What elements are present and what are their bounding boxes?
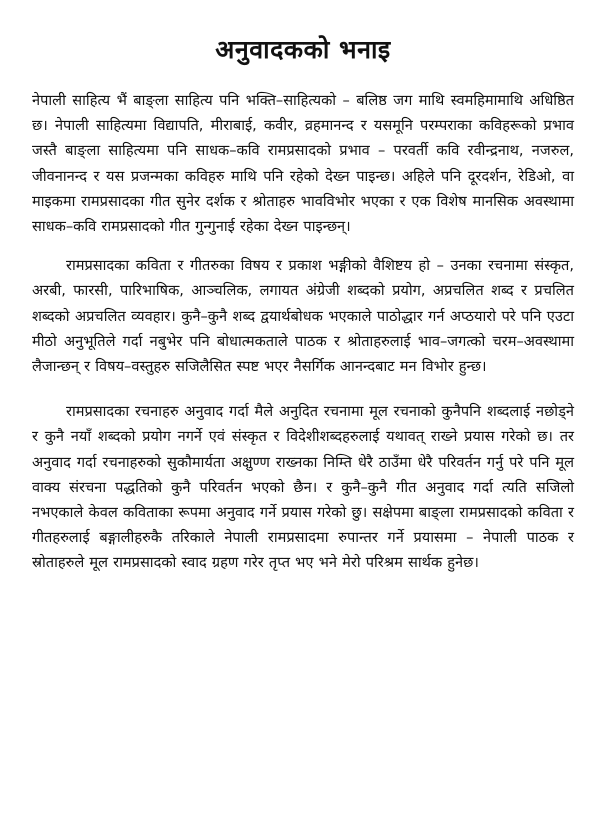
paragraph-2: रामप्रसादका कविता र गीतरुका विषय र प्रकाश भङ्गीको वैशिष्टय हो – उनका रचनामा संस्कृत, अरबी, फारसी, पारिभाषिक, आञ्चलिक, लगायत अंग्रेजी शब्दको प्रयोग, अप्रचलित शब्द र प्रचलित शब्दको अप्रचलित व्यवहार। कुनै–कुनै शब्द द्वयार्थबोधक भएकाले पाठोद्धार गर्न अप्ठयारो परे पनि एउटा मीठो अनुभूतिले गर्दा नबुभेर पनि बोधात्मकताले पाठक र श्रोताहरुलाई भाव–जगत्को चरम–अवस्थामा लैजान्छन् र विषय–वस्तुहरु सजिलैसित स्पष्ट भएर नैसर्गिक आनन्दबाट मन विभोर हुन्छ। xyxy=(32,257,574,376)
page-title: अनुवादकको भनाइ xyxy=(215,35,391,64)
paragraph-1: नेपाली साहित्य भैं बाङ्ला साहित्य पनि भक्ति–साहित्यको – बलिष्ठ जग माथि स्वमहिमामाथि अधिष्ठित छ। नेपाली साहित्यमा विद्यापति, मीराबाई, कवीर, व्रहमानन्द र यसमूनि परम्पराका कविहरूको प्रभाव जस्तै बाङ्ला साहित्यमा पनि साधक–कवि रामप्रसादको प्रभाव – परवर्ती कवि रवीन्द्रनाथ, नजरुल, जीवनानन्द र यस प्रजन्मका कविहरु माथि पनि रहेको देख्न पाइन्छ। अहिले पनि दूरदर्शन, रेडिओ, वा माइकमा रामप्रसादका गीत सुनेर दर्शक र श्रोताहरु भावविभोर भएका र एक विशेष मानसिक अवस्थामा साधक–कवि रामप्रसादको गीत गुन्गुनाई रहेका देख्न पाइन्छन्। xyxy=(32,92,574,236)
paragraph-3: रामप्रसादका रचनाहरु अनुवाद गर्दा मैले अनुदित रचनामा मूल रचनाको कुनैपनि शब्दलाई नछोड्ने र कुनै नयाँ शब्दको प्रयोग नगर्ने एवं संस्कृत र विदेशीशब्दहरुलाई यथावत् राख्ने प्रयास गरेको छ। तर अनुवाद गर्दा रचनाहरुको सुकौमार्यता अक्षुण्ण राख्नका निम्ति धेरै ठाउँमा धेरै परिवर्तन गर्नु परे पनि मूल वाक्य संरचना पद्धतिको कुनै परिवर्तन भएको छैन। र कुनै–कुनै गीत अनुवाद गर्दा त्यति सजिलो नभएकाले केवल कविताका रूपमा अनुवाद गर्ने प्रयास गरेको छु। सक्षेपमा बाङ्ला रामप्रसादको कविता र गीतहरुलाई बङ्गालीहरुकै तरिकाले नेपाली रामप्रसादमा रुपान्तर गर्ने प्रयासमा – नेपाली पाठक र स्रोताहरुले मूल रामप्रसादको स्वाद ग्रहण गरेर तृप्त भए भने मेरो परिश्रम सार्थक हुनेछ। xyxy=(32,403,574,572)
